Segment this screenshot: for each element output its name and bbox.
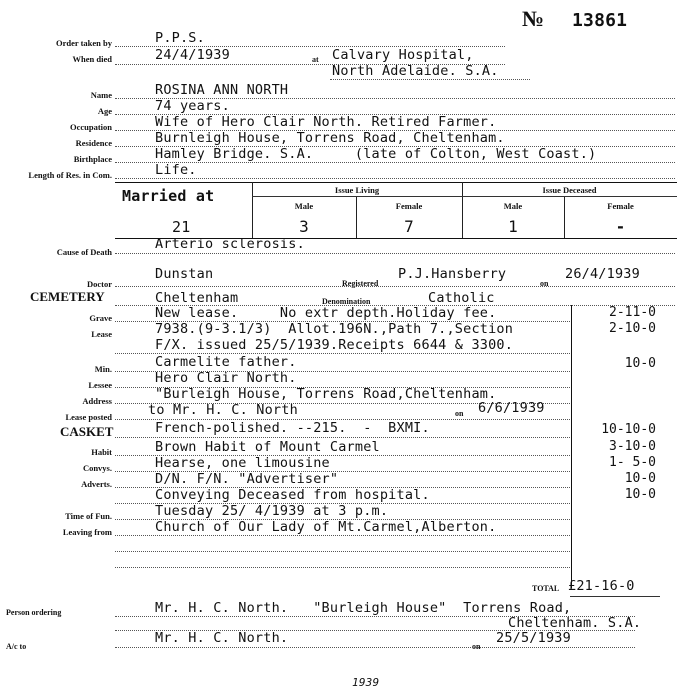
person-ordering-label: Person ordering	[6, 608, 62, 617]
lease-posted-on-label: on	[455, 409, 464, 418]
age-label: Age	[97, 106, 112, 116]
occupation-label: Occupation	[69, 122, 112, 132]
convys-amount: 1- 5-0	[609, 455, 656, 470]
adverts-label: Adverts.	[81, 479, 112, 489]
registered-label: Registered	[342, 279, 379, 288]
residence-value: Burnleigh House, Torrens Road, Cheltenham.	[155, 130, 505, 146]
deceased-male-header: Male	[503, 201, 523, 211]
married-at-value: 21	[172, 218, 191, 236]
length-of-res-value: Life.	[155, 162, 197, 178]
bottom-scrawl: 1939	[352, 676, 380, 689]
habit-amount: 3-10-0	[609, 439, 656, 454]
residence-label: Residence	[75, 138, 112, 148]
habit-value: Brown Habit of Mount Carmel	[155, 439, 380, 455]
conveying-value: Conveying Deceased from hospital.	[155, 487, 430, 503]
name-value: ROSINA ANN NORTH	[155, 82, 289, 98]
birthplace-label: Birthplace	[73, 154, 112, 164]
casket-value: French-polished. --215. - BXMI.	[155, 420, 430, 436]
ac-to-on-value: 25/5/1939	[496, 630, 571, 646]
min-value: Carmelite father.	[155, 354, 297, 370]
leaving-from-value: Church of Our Lady of Mt.Carmel,Alberton.	[155, 519, 497, 535]
lease-value: 7938.(9-3.1/3) Allot.196N.,Path 7.,Section	[155, 321, 514, 337]
married-at-label: Married at	[122, 187, 215, 205]
person-ordering-line2: Cheltenham. S.A.	[508, 615, 642, 631]
form-number: 13861	[572, 10, 628, 31]
lessee-label: Lessee	[88, 380, 112, 390]
casket-amount: 10-10-0	[601, 422, 656, 437]
living-female-header: Female	[395, 201, 423, 211]
cemetery-label: CEMETERY	[30, 289, 105, 304]
registered-value: P.J.Hansberry	[398, 266, 507, 282]
doctor-value: Dunstan	[155, 266, 214, 282]
birthplace-value: Hamley Bridge. S.A. (late of Colton, West Coast.)	[155, 146, 597, 162]
time-of-fun-value: Tuesday 25/ 4/1939 at 3 p.m.	[155, 503, 389, 519]
ac-to-label: A/c to	[6, 642, 27, 651]
registered-on-value: 26/4/1939	[565, 266, 640, 282]
address-label: Address	[82, 396, 112, 406]
name-label: Name	[90, 90, 112, 100]
order-taken-by-label: Order taken by	[55, 38, 112, 48]
deceased-male-count: 1	[508, 217, 518, 236]
issue-deceased-header: Issue Deceased	[542, 185, 597, 195]
doctor-label: Doctor	[86, 279, 112, 289]
grave-amount: 2-11-0	[609, 305, 656, 320]
registered-on-label: on	[540, 279, 549, 288]
lease-posted-label: Lease posted	[65, 412, 112, 422]
died-at-line1: Calvary Hospital,	[332, 47, 474, 63]
form-number-label: №	[522, 6, 545, 31]
cemetery-value: Cheltenham	[155, 290, 239, 306]
lease-posted-value: to Mr. H. C. North	[148, 402, 298, 418]
convys-value: Hearse, one limousine	[155, 455, 330, 471]
living-male-header: Male	[294, 201, 314, 211]
conveying-amount: 10-0	[624, 487, 656, 502]
length-of-res-label: Length of Res. in Com.	[28, 170, 112, 180]
min-label: Min.	[94, 364, 112, 374]
habit-label: Habit	[91, 447, 112, 457]
at-label: at	[312, 55, 319, 64]
cause-of-death-label: Cause of Death	[56, 247, 112, 257]
convys-label: Convys.	[82, 463, 112, 473]
total-value: £21-16-0	[568, 578, 635, 594]
living-female-count: 7	[404, 217, 414, 236]
person-ordering-value: Mr. H. C. North. "Burleigh House" Torrens Road,	[155, 600, 572, 616]
ac-to-value: Mr. H. C. North.	[155, 630, 289, 646]
age-value: 74 years.	[155, 98, 230, 114]
denomination-value: Catholic	[428, 290, 495, 306]
order-taken-by-value: P.P.S.	[155, 30, 205, 46]
adverts-value: D/N. F/N. "Advertiser"	[155, 471, 339, 487]
address-value: "Burleigh House, Torrens Road,Cheltenham.	[155, 386, 497, 402]
cause-of-death-value: Arterio sclerosis.	[155, 236, 305, 252]
living-male-count: 3	[299, 217, 309, 236]
lease-amount: 2-10-0	[609, 321, 656, 336]
denomination-label: Denomination	[322, 297, 371, 306]
total-label: TOTAL	[532, 584, 560, 593]
died-at-line2: North Adelaide. S.A.	[332, 63, 499, 79]
issue-living-header: Issue Living	[334, 185, 380, 195]
grave-label: Grave	[89, 313, 112, 323]
min-amount: 10-0	[624, 356, 656, 371]
casket-label: CASKET	[60, 424, 114, 439]
lease-line2: F/X. issued 25/5/1939.Receipts 6644 & 3300.	[155, 337, 514, 353]
lease-label: Lease	[91, 329, 112, 339]
lessee-value: Hero Clair North.	[155, 370, 297, 386]
ac-to-on-label: on	[472, 642, 481, 651]
adverts-amount: 10-0	[624, 471, 656, 486]
when-died-label: When died	[72, 54, 112, 64]
time-of-fun-label: Time of Fun.	[65, 511, 112, 521]
lease-posted-on-value: 6/6/1939	[478, 400, 545, 416]
leaving-from-label: Leaving from	[62, 527, 112, 537]
when-died-value: 24/4/1939	[155, 47, 230, 63]
occupation-value: Wife of Hero Clair North. Retired Farmer.	[155, 114, 497, 130]
grave-value: New lease. No extr depth.Holiday fee.	[155, 305, 497, 321]
deceased-female-header: Female	[607, 201, 634, 211]
deceased-female-count: -	[615, 217, 626, 236]
